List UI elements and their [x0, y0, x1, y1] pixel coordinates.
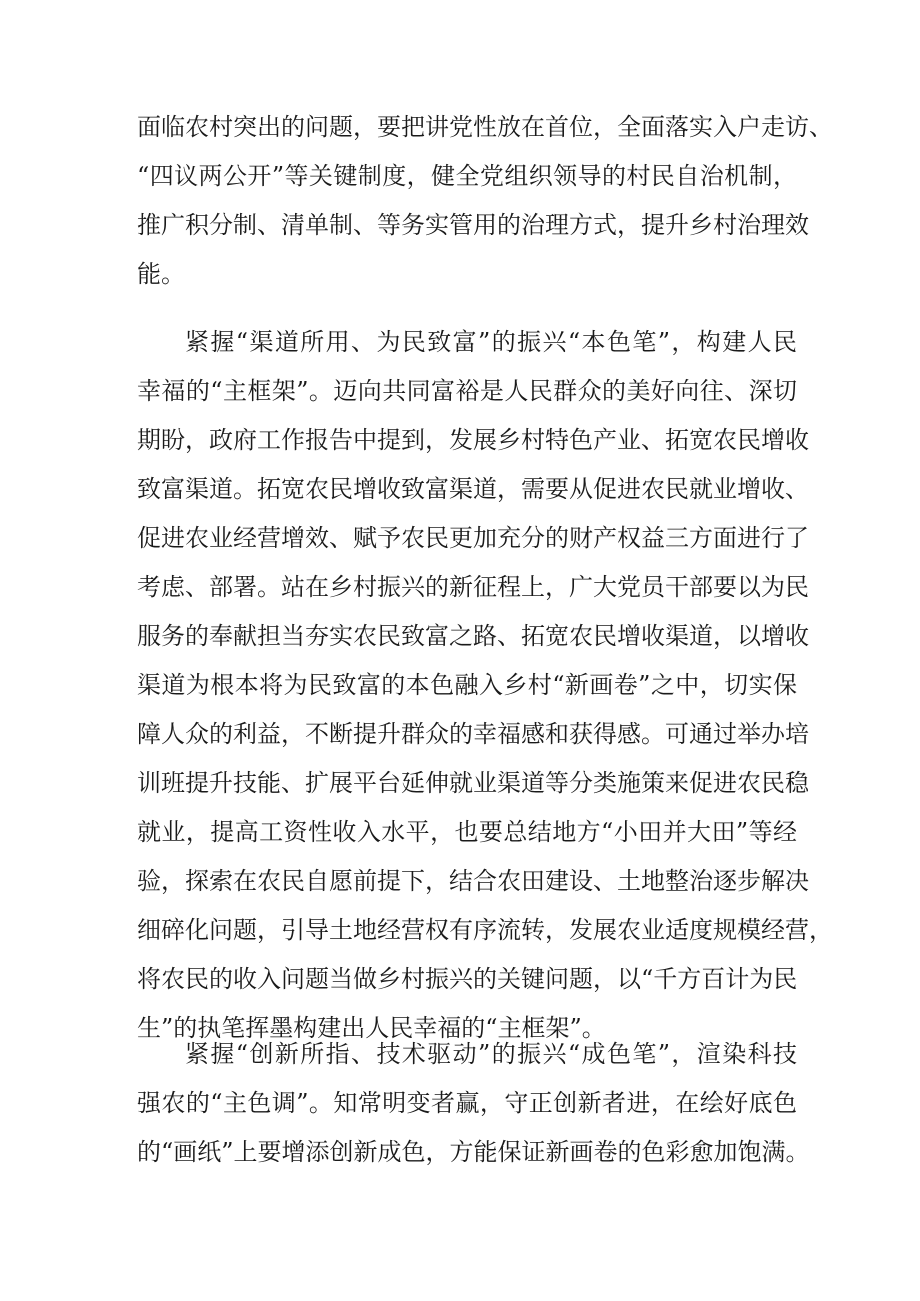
paragraph — [137, 318, 833, 1053]
text-line: 期盼，政府工作报告中提到，发展乡村特色产业、拓宽农民增收 — [137, 426, 809, 454]
text-line: 紧握“创新所指、技术驱动”的振兴“成色笔”，渲染科技 — [185, 1040, 797, 1068]
text-line: 能。 — [137, 260, 185, 288]
text-line: 面临农村突出的问题，要把讲党性放在首位，全面落实入户走访、 — [137, 113, 833, 141]
text-line: 障人众的利益，不断提升群众的幸福感和获得感。可通过举办培 — [137, 720, 809, 748]
text-line: 推广积分制、清单制、等务实管用的治理方式，提升乡村治理效 — [137, 211, 809, 239]
text-line: 强农的“主色调”。知常明变者赢，守正创新者进，在绘好底色 — [137, 1089, 797, 1117]
text-line: 致富渠道。拓宽农民增收致富渠道，需要从促进农民就业增收、 — [137, 475, 809, 503]
text-line: 细碎化问题，引导土地经营权有序流转，发展农业适度规模经营， — [137, 916, 833, 944]
text-line: 促进农业经营增效、赋予农民更加充分的财产权益三方面进行了 — [137, 524, 809, 552]
text-line: 的“画纸”上要增添创新成色，方能保证新画卷的色彩愈加饱满。 — [137, 1138, 810, 1166]
text-line: 生”的执笔挥墨构建出人民幸福的“主框架”。 — [137, 1014, 606, 1042]
text-line: 就业，提高工资性收入水平，也要总结地方“小田并大田”等经 — [137, 818, 797, 846]
text-line: 幸福的“主框架”。迈向共同富裕是人民群众的美好向往、深切 — [137, 377, 797, 405]
text-line: 训班提升技能、扩展平台延伸就业渠道等分类施策来促进农民稳 — [137, 769, 809, 797]
text-line: “四议两公开”等关键制度，健全党组织领导的村民自治机制， — [137, 162, 797, 190]
paragraph — [137, 1030, 810, 1177]
text-line: 验，探索在农民自愿前提下，结合农田建设、土地整治逐步解决 — [137, 867, 809, 895]
text-line: 将农民的收入问题当做乡村振兴的关键问题，以“千方百计为民 — [137, 965, 798, 993]
text-line: 渠道为根本将为民致富的本色融入乡村“新画卷”之中，切实保 — [137, 671, 797, 699]
text-line: 紧握“渠道所用、为民致富”的振兴“本色笔”，构建人民 — [185, 328, 797, 356]
text-line: 考虑、部署。站在乡村振兴的新征程上，广大党员干部要以为民 — [137, 573, 809, 601]
text-line: 服务的奉献担当夯实农民致富之路、拓宽农民增收渠道，以增收 — [137, 622, 809, 650]
paragraph — [137, 103, 833, 299]
